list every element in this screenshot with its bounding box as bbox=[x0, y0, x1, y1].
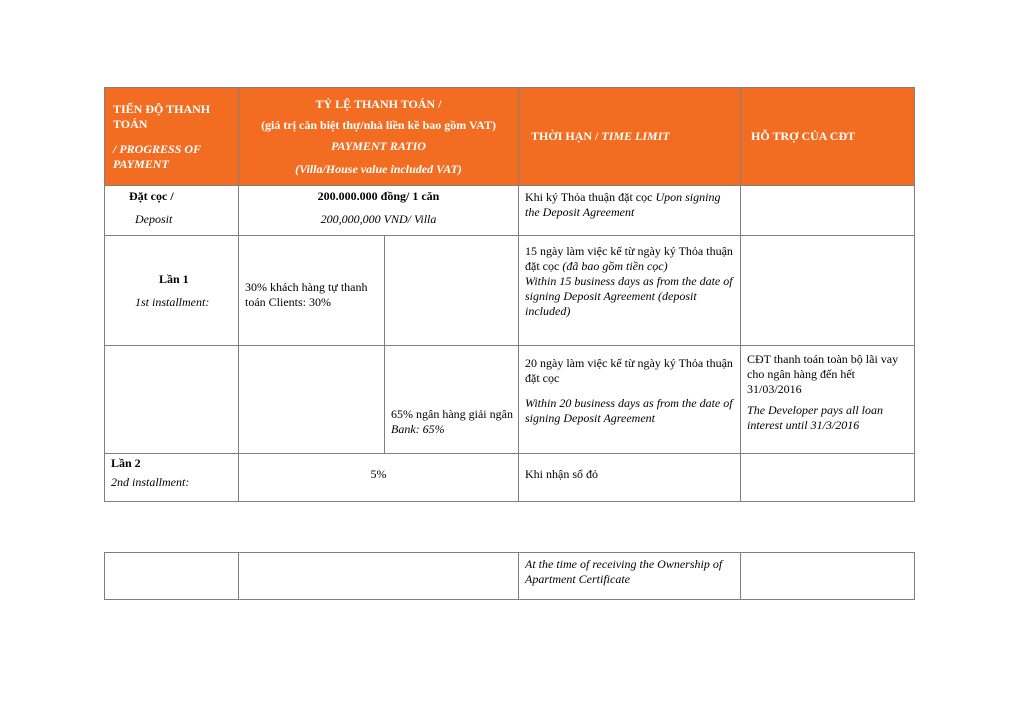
deposit-time: Khi ký Thỏa thuận đặt cọc Upon signing the Deposit Agreement bbox=[519, 186, 741, 236]
continuation-time: At the time of receiving the Ownership of Apartment Certificate bbox=[519, 553, 741, 600]
continuation-ratio-empty bbox=[239, 553, 519, 600]
continuation-support-empty bbox=[741, 553, 915, 600]
bank-label-empty bbox=[105, 346, 239, 454]
installment1-support bbox=[741, 236, 915, 346]
continuation-table bbox=[104, 552, 915, 600]
deposit-ratio: 200.000.000 đồng/ 1 căn 200,000,000 VND/ Villa bbox=[239, 186, 519, 236]
bank-ratio: 65% ngân hàng giải ngân Bank: 65% bbox=[385, 346, 519, 454]
header-support: HỖ TRỢ CỦA CĐT bbox=[741, 88, 915, 186]
header-ratio: TỶ LỆ THANH TOÁN / (giá trị căn biệt thự/nhà liền kề bao gồm VAT) PAYMENT RATIO (Villa/House value included VAT) bbox=[239, 88, 519, 186]
deposit-label: Đặt cọc / Deposit bbox=[105, 186, 239, 236]
header-time-limit: THỜI HẠN / TIME LIMIT bbox=[519, 88, 741, 186]
installment1-label: Lần 1 1st installment: bbox=[105, 236, 239, 346]
header-progress: TIẾN ĐỘ THANH TOÁN / PROGRESS OF PAYMENT bbox=[105, 88, 239, 186]
continuation-label-empty bbox=[105, 553, 239, 600]
bank-client-empty bbox=[239, 346, 385, 454]
bank-time: 20 ngày làm việc kể từ ngày ký Thỏa thuận đặt cọc Within 20 business days as from the date of signing Deposit Agreement bbox=[519, 346, 741, 454]
header-row bbox=[105, 88, 915, 186]
bank-row bbox=[105, 346, 915, 454]
installment1-bank-empty bbox=[385, 236, 519, 346]
installment1-time: 15 ngày làm việc kể từ ngày ký Thỏa thuận đặt cọc (đã bao gồm tiền cọc) Within 15 business days as from the date of signing Deposit Agreement (deposit included) bbox=[519, 236, 741, 346]
deposit-row bbox=[105, 186, 915, 236]
bank-support: CĐT thanh toán toàn bộ lãi vay cho ngân hàng đến hết 31/03/2016 The Developer pays all loan interest until 31/3/2016 bbox=[741, 346, 915, 454]
installment2-time: Khi nhận sổ đỏ bbox=[519, 454, 741, 502]
installment2-row bbox=[105, 454, 915, 502]
installment1-client-ratio: 30% khách hàng tự thanh toán Clients: 30% bbox=[239, 236, 385, 346]
payment-schedule-table bbox=[104, 87, 915, 502]
continuation-row bbox=[105, 553, 915, 600]
installment2-support bbox=[741, 454, 915, 502]
installment1-row bbox=[105, 236, 915, 346]
deposit-support bbox=[741, 186, 915, 236]
installment2-label: Lần 2 2nd installment: bbox=[105, 454, 239, 502]
installment2-ratio: 5% bbox=[239, 454, 519, 502]
